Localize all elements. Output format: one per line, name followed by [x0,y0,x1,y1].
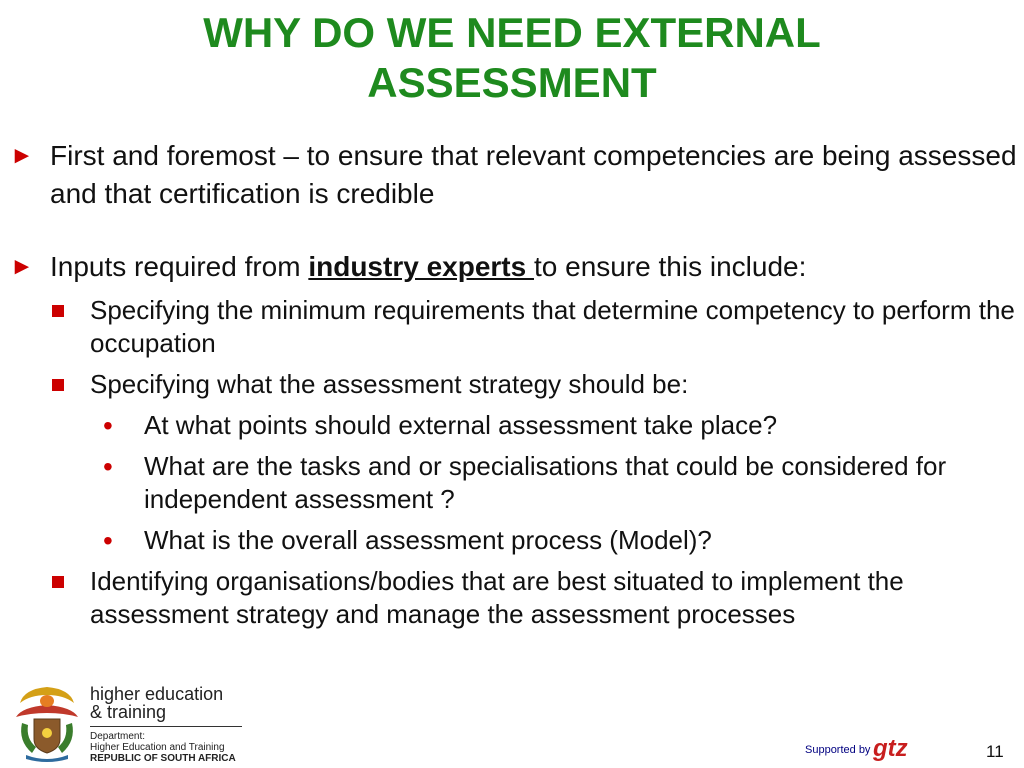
brand-text [90,685,242,764]
sub-bullet-text: Specifying what the assessment strategy should be: [90,369,689,399]
sub-sub-bullet-3 [0,524,1024,557]
slide-title-line-1: WHY DO WE NEED EXTERNAL [203,9,821,56]
dept-line-2: Higher Education and Training [90,742,225,753]
sub-bullet-2 [0,368,1024,401]
slide-title [0,8,1024,108]
dept-line-1: Department: [90,731,146,742]
bullet-primary-1 [0,137,1024,213]
dot-bullet-icon: • [103,451,113,482]
page-number: 11 [986,742,1004,761]
sub-bullet-text: Identifying organisations/bodies that are best situated to implement the assessment strategy and manage the assessment processes [90,566,904,629]
department-logo [14,683,254,763]
square-bullet-icon [52,305,64,317]
sub-sub-bullet-2 [0,450,1024,516]
industry-experts-emphasis: industry experts [308,251,534,282]
square-bullet-icon [52,379,64,391]
arrow-bullet-icon: ► [10,253,34,280]
coat-of-arms-icon [14,683,80,763]
arrow-bullet-icon: ► [10,142,34,169]
slide-title-line-2: ASSESSMENT [367,59,657,106]
bullet-primary-2 [0,248,1024,286]
sub-bullet-3 [0,565,1024,631]
brand-line-1: higher education [90,684,224,704]
slide-body [0,137,1024,631]
sub-sub-bullet-text: At what points should external assessment take place? [144,410,778,440]
dot-bullet-icon: • [103,525,113,556]
sub-sub-bullet-text: What is the overall assessment process (Model)? [144,525,712,555]
bullet-text [50,251,806,282]
sub-bullet-text: Specifying the minimum requirements that determine competency to perform the occupation [90,295,1015,358]
supported-by-label: Supported by [805,744,871,756]
brand-line-2: & training [90,702,167,722]
sub-sub-bullet-1 [0,409,1024,442]
square-bullet-icon [52,576,64,588]
bullet-text: First and foremost – to ensure that relevant competencies are being assessed and that certification is credible [50,140,1017,209]
sub-bullet-1 [0,294,1024,360]
dot-bullet-icon: • [103,410,113,441]
sub-sub-bullet-text: What are the tasks and or specialisations that could be considered for independent assessment ? [144,451,947,514]
bullet-text-prefix: Inputs required from [50,251,309,282]
brand-divider [90,726,242,727]
bullet-text-suffix: to ensure this include: [533,251,807,282]
dept-line-3: REPUBLIC OF SOUTH AFRICA [90,753,236,764]
gtz-logo: gtz [873,735,908,762]
